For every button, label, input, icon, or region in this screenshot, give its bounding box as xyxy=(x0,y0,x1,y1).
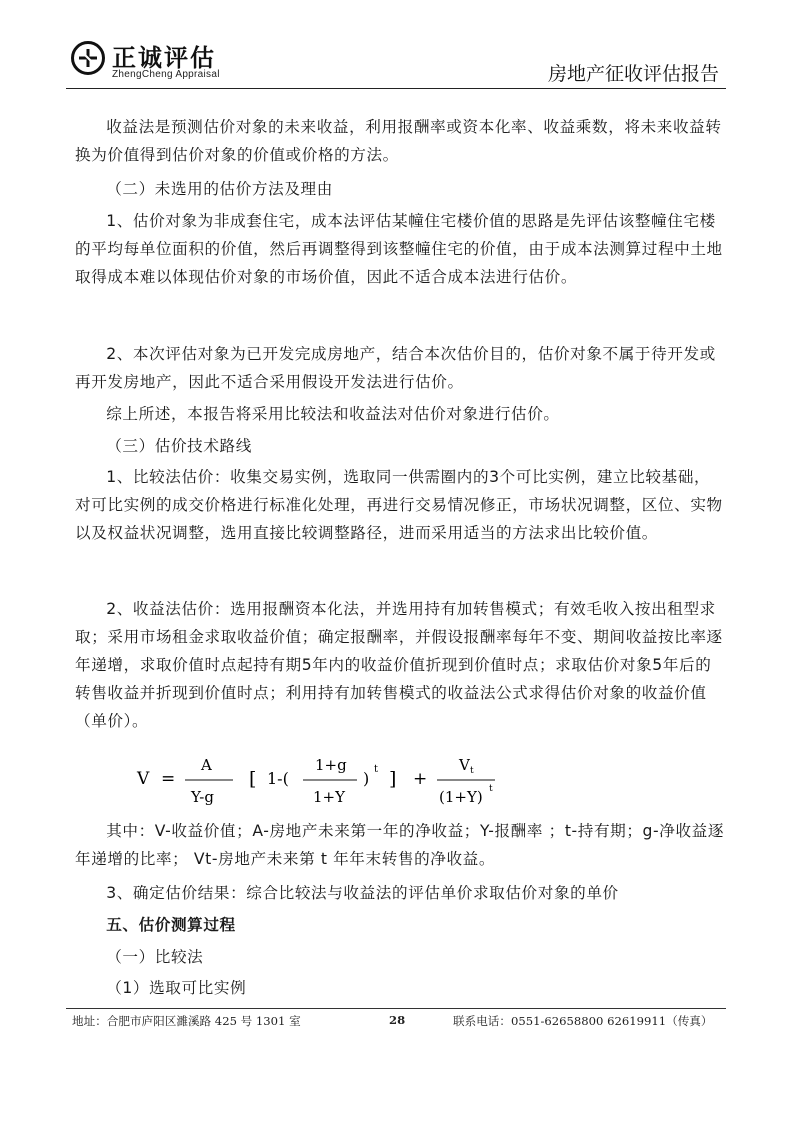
paragraph-comparison-route: 1、比较法估价：收集交易实例，选取同一供需圈内的3个可比实例，建立比较基础，对可比实例的成交价格进行标准化处理，再进行交易情况修正，市场状况调整，区位、实物以及权益状况调整，选用直接比较调整路径，进而采用适当的方法求出比较价值。 xyxy=(75,468,723,542)
paragraph-income-route: 2、收益法估价：选用报酬资本化法，并选用持有加转售模式；有效毛收入按出租型求取；采用市场租金求取收益价值；确定报酬率，并假设报酬率每年不变、期间收益按比率逐年递增，求取价值时点起持有期5年内的收益价值折现到价值时点；求取估价对象5年后的转售收益并折现到价值时点；利用持有加转售模式的收益法公式求得估价对象的收益价值（单价）。 xyxy=(75,600,723,730)
formula-bracket-open: [ xyxy=(249,768,257,790)
formula-denominator-power: (1+Y) xyxy=(439,788,483,806)
formula-bracket-close: ] xyxy=(389,768,397,790)
formula-y-minus-g: Y-g xyxy=(191,788,214,806)
formula-vt-subscript: t xyxy=(470,766,474,776)
paragraph-cost-method: 1、估价对象为非成套住宅，成本法评估某幢住宅楼价值的思路是先评估该整幢住宅楼的平均每单位面积的价值，然后再调整得到该整幢住宅的价值，由于成本法测算过程中土地取得成本难以体现估价对象的市场价值，因此不适合成本法进行估价。 xyxy=(75,212,723,286)
formula-v: V xyxy=(137,769,150,789)
logo-name-en: ZhengCheng Appraisal xyxy=(112,69,220,80)
formula-exponent-t: t xyxy=(374,764,379,775)
formula-numerator-1g: 1+g xyxy=(315,756,347,774)
heading-unused-methods: （二）未选用的估价方法及理由 xyxy=(106,180,333,198)
paragraph-income-method: 收益法是预测估价对象的未来收益，利用报酬率或资本化率、收益乘数，将未来收益转换为价值得到估价对象的价值或价格的方法。 xyxy=(75,118,722,164)
formula-denominator-1y: 1+Y xyxy=(313,788,346,806)
report-title: 房地产征收评估报告 xyxy=(547,63,719,85)
formula-one-minus: 1-( xyxy=(267,769,289,788)
footer-address: 地址：合肥市庐阳区濉溪路 425 号 1301 室 xyxy=(72,1014,301,1028)
company-logo-icon xyxy=(70,40,106,76)
paragraph-formula-legend: 其中：V-收益价值；A-房地产未来第一年的净收益；Y-报酬率 ；t-持有期；g-净收益逐年递增的比率； Vt-房地产未来第 t 年年末转售的净收益。 xyxy=(75,822,725,868)
income-formula xyxy=(75,752,725,814)
paragraph-hypothetical-development: 2、本次评估对象为已开发完成房地产，结合本次估价目的，估价对象不属于待开发或再开发房地产，因此不适合采用假设开发法进行估价。 xyxy=(75,345,716,391)
formula-vt: V xyxy=(459,756,470,774)
formula-close-paren: ) xyxy=(363,769,370,788)
paragraph-summary: 综上所述，本报告将采用比较法和收益法对估价对象进行估价。 xyxy=(106,405,560,423)
formula-plus: + xyxy=(413,769,428,789)
footer-divider xyxy=(66,1008,726,1009)
heading-section-five: 五、估价测算过程 xyxy=(106,916,236,934)
heading-comparison-method: （一）比较法 xyxy=(106,948,204,966)
formula-power-t: t xyxy=(489,784,493,794)
page-number: 28 xyxy=(389,1013,406,1027)
paragraph-final-value: 3、确定估价结果：综合比较法与收益法的评估单价求取估价对象的单价 xyxy=(106,884,619,902)
formula-equals: = xyxy=(161,769,176,789)
heading-select-comparables: （1）选取可比实例 xyxy=(106,979,247,997)
header-divider xyxy=(66,88,726,89)
formula-a: A xyxy=(201,756,212,774)
footer-phone: 联系电话：0551-62658800 62619911（传真） xyxy=(453,1014,713,1028)
logo-name-cn: 正诚评估 xyxy=(112,44,216,72)
heading-technical-route: （三）估价技术路线 xyxy=(106,437,252,455)
